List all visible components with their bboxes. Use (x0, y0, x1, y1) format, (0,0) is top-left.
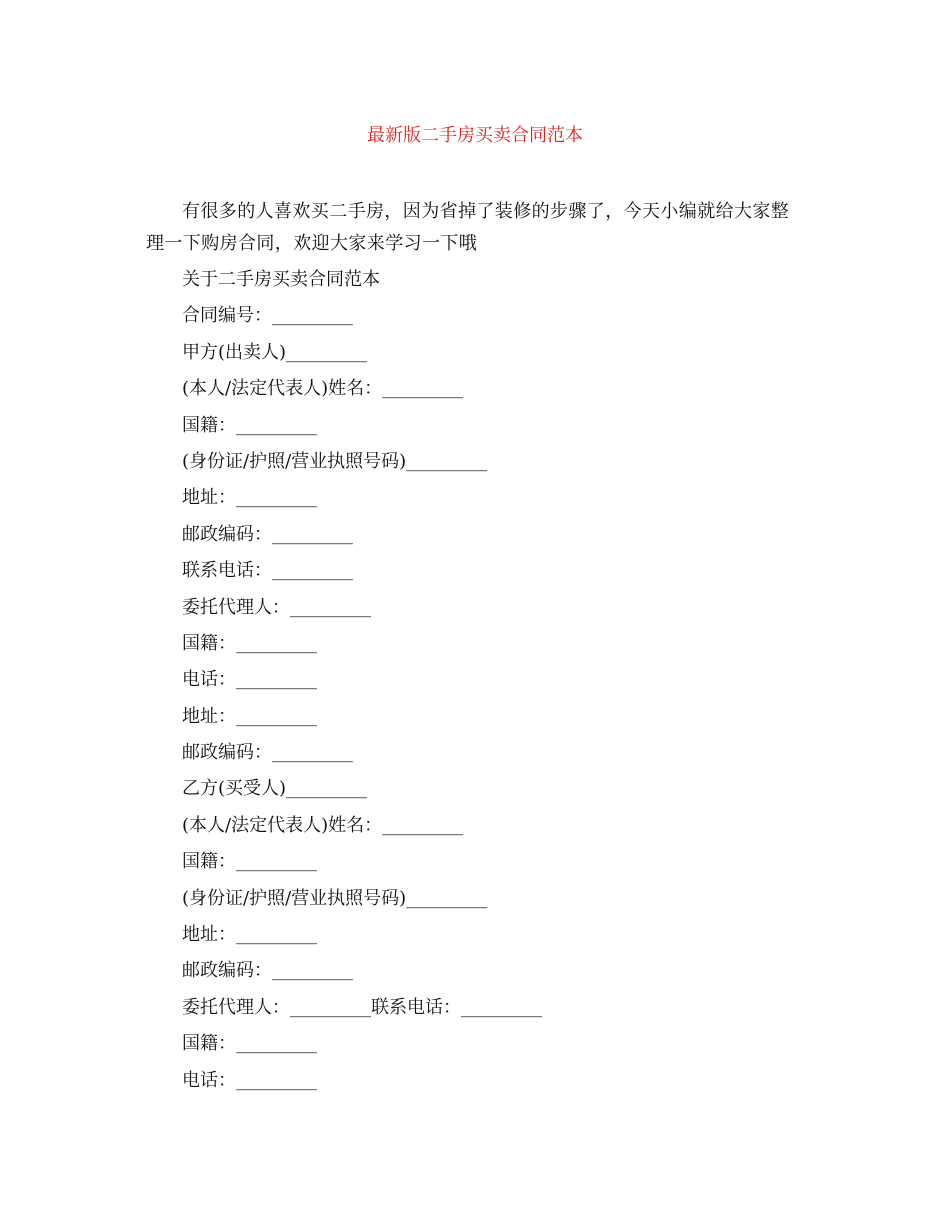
party-a-id-line: (身份证/护照/营业执照号码)_________ (182, 450, 488, 472)
party-a-phone-line: 联系电话：_________ (182, 560, 353, 582)
party-a-postcode-line: 邮政编码：_________ (182, 523, 353, 545)
contract-fields (182, 266, 542, 1103)
party-b-agent-phone-line: 电话：_________ (182, 1069, 317, 1091)
party-b-line: 乙方(买受人)_________ (182, 778, 368, 800)
party-a-nationality-line: 国籍：_________ (182, 414, 317, 436)
party-a-agent-nationality-line: 国籍：_________ (182, 632, 317, 654)
party-b-address-line: 地址：_________ (182, 924, 317, 946)
contract-number-line: 合同编号：_________ (182, 305, 353, 327)
party-a-name-line: (本人/法定代表人)姓名：_________ (182, 378, 464, 400)
party-a-agent-line: 委托代理人：_________ (182, 596, 371, 618)
intro-paragraph: 有很多的人喜欢买二手房，因为省掉了装修的步骤了，今天小编就给大家整理一下购房合同，欢迎大家来学习一下哦 (146, 201, 790, 254)
party-b-nationality-line: 国籍：_________ (182, 851, 317, 873)
party-b-agent-nationality-line: 国籍：_________ (182, 1033, 317, 1055)
party-b-postcode-line: 邮政编码：_________ (182, 960, 353, 982)
document-title: 最新版二手房买卖合同范本 (367, 125, 583, 146)
party-a-agent-phone-line: 电话：_________ (182, 669, 317, 691)
party-b-name-line: (本人/法定代表人)姓名：_________ (182, 814, 464, 836)
party-b-id-line: (身份证/护照/营业执照号码)_________ (182, 887, 488, 909)
party-a-agent-postcode-line: 邮政编码：_________ (182, 742, 353, 764)
party-a-line: 甲方(出卖人)_________ (182, 341, 368, 363)
party-b-agent-line: 委托代理人：_________联系电话：_________ (182, 996, 542, 1018)
party-a-address-line: 地址：_________ (182, 487, 317, 509)
party-a-agent-address-line: 地址：_________ (182, 705, 317, 727)
section-heading: 关于二手房买卖合同范本 (182, 269, 380, 290)
